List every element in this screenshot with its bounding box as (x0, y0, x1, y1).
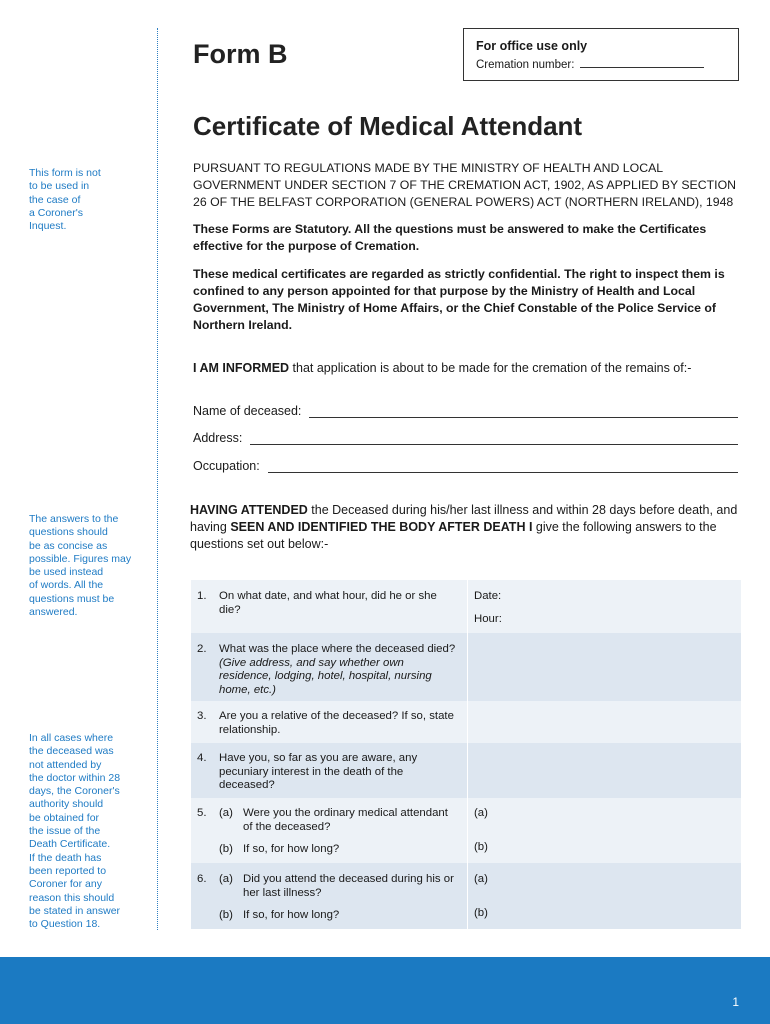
answer-cell-5[interactable] (467, 798, 741, 863)
answer-label-a: (a) (474, 873, 488, 885)
sub-label-b: (b) (219, 843, 233, 855)
informed-text: that application is about to be made for the cremation of the remains of:- (289, 361, 692, 375)
form-label: Form B (193, 39, 288, 69)
footer-bar (0, 957, 770, 1024)
cremation-number-label: Cremation number: (476, 59, 575, 71)
address-field (193, 431, 738, 445)
question-text: On what date, and what hour, did he or she die? (219, 590, 437, 616)
question-row-2 (191, 633, 741, 701)
answer-label-b: (b) (474, 906, 488, 919)
attended-paragraph (190, 502, 742, 553)
answer-label-b: (b) (474, 840, 488, 853)
statutory-paragraph: These Forms are Statutory. All the questions must be answered to make the Certificates effective for the purpose of Cremation. (193, 222, 707, 253)
answer-cell-3[interactable] (467, 701, 741, 743)
question-row-6 (191, 863, 741, 929)
question-text: Have you, so far as you are aware, any pecuniary interest in the death of the deceased? (219, 752, 418, 791)
question-number: 1. (197, 590, 207, 602)
answer-cell-1[interactable] (467, 580, 741, 633)
sub-label-a: (a) (219, 807, 233, 819)
question-number: 2. (197, 643, 207, 655)
occupation-input-line[interactable] (268, 460, 738, 473)
margin-divider (157, 28, 158, 930)
attended-text-2: give the following answers to the questions set out below:- (190, 520, 717, 551)
answer-cell-2[interactable] (467, 633, 741, 701)
question-row-4 (191, 743, 741, 798)
page-number: 1 (732, 995, 739, 1009)
page-title: Certificate of Medical Attendant (193, 111, 583, 141)
question-row-1 (191, 580, 741, 633)
answer-cell-6[interactable] (467, 863, 741, 929)
occupation-field (193, 459, 738, 473)
answer-cell-4[interactable] (467, 743, 741, 798)
side-note-answers: The answers to the questions should be as concise as possible. Figures may be used instead of words. All the questions must be answered. (29, 513, 132, 619)
sub-question-a: Did you attend the deceased during his or her last illness? (243, 873, 454, 899)
sub-question-b: If so, for how long? (243, 909, 340, 921)
question-text: Are you a relative of the deceased? If so, state relationship. (219, 710, 454, 736)
address-input-line[interactable] (250, 432, 738, 445)
address-label: Address: (193, 431, 243, 445)
question-row-5 (191, 798, 741, 863)
sub-question-a: Were you the ordinary medical attendant of the deceased? (243, 807, 448, 833)
informed-paragraph (193, 360, 741, 377)
name-label: Name of deceased: (193, 404, 302, 418)
attended-bold-1: HAVING ATTENDED (190, 503, 308, 517)
questions-table (191, 580, 741, 929)
name-field (193, 404, 738, 418)
hour-label: Hour: (474, 612, 502, 625)
office-use-title: For office use only (476, 39, 588, 53)
office-use-box (463, 28, 739, 81)
occupation-label: Occupation: (193, 459, 260, 473)
sub-label-b: (b) (219, 909, 233, 921)
side-note-attendance: In all cases where the deceased was not attended by the doctor within 28 days, the Coroner's authority should be obtained for the issue of the Death Certificate. If the death has been reported to Coroner for any reason this should be stated in answer to Question 18. (29, 732, 121, 931)
cremation-number-field[interactable] (580, 57, 704, 68)
pursuant-paragraph: PURSUANT TO REGULATIONS MADE BY THE MINISTRY OF HEALTH AND LOCAL GOVERNMENT UNDER SECTION 7 OF THE CREMATION ACT, 1902, AS APPLIED BY SECTION 26 OF THE BELFAST CORPORATION (GENERAL POWERS) ACT (NORTHERN IRELAND), 1948 (193, 161, 737, 209)
attended-bold-2: SEEN AND IDENTIFIED THE BODY AFTER DEATH I (230, 520, 533, 534)
question-number: 3. (197, 710, 207, 722)
confidential-paragraph: These medical certificates are regarded as strictly confidential. The right to inspect them is confined to any person appointed for that purpose by the Ministry of Health and Local Government, The Ministry of Home Affairs, or the Chief Constable of the Police Service of Northern Ireland. (193, 267, 725, 332)
date-label: Date: (474, 590, 502, 602)
side-note-coroner: This form is not to be used in the case of a Coroner's Inquest. (29, 167, 101, 233)
name-input-line[interactable] (309, 405, 738, 418)
question-row-3 (191, 701, 741, 743)
question-number: 6. (197, 873, 207, 885)
question-number: 4. (197, 752, 207, 764)
question-number: 5. (197, 807, 207, 819)
answer-label-a: (a) (474, 807, 488, 819)
question-text: What was the place where the deceased died? (219, 643, 456, 655)
sub-question-b: If so, for how long? (243, 843, 340, 855)
informed-bold: I AM INFORMED (193, 361, 290, 375)
sub-label-a: (a) (219, 873, 233, 885)
attended-text-1: the Deceased during his/her last illness and within 28 days before death, and having (190, 503, 738, 534)
question-hint: (Give address, and say whether own residence, lodging, hotel, hospital, nursing home, etc.) (219, 656, 432, 696)
